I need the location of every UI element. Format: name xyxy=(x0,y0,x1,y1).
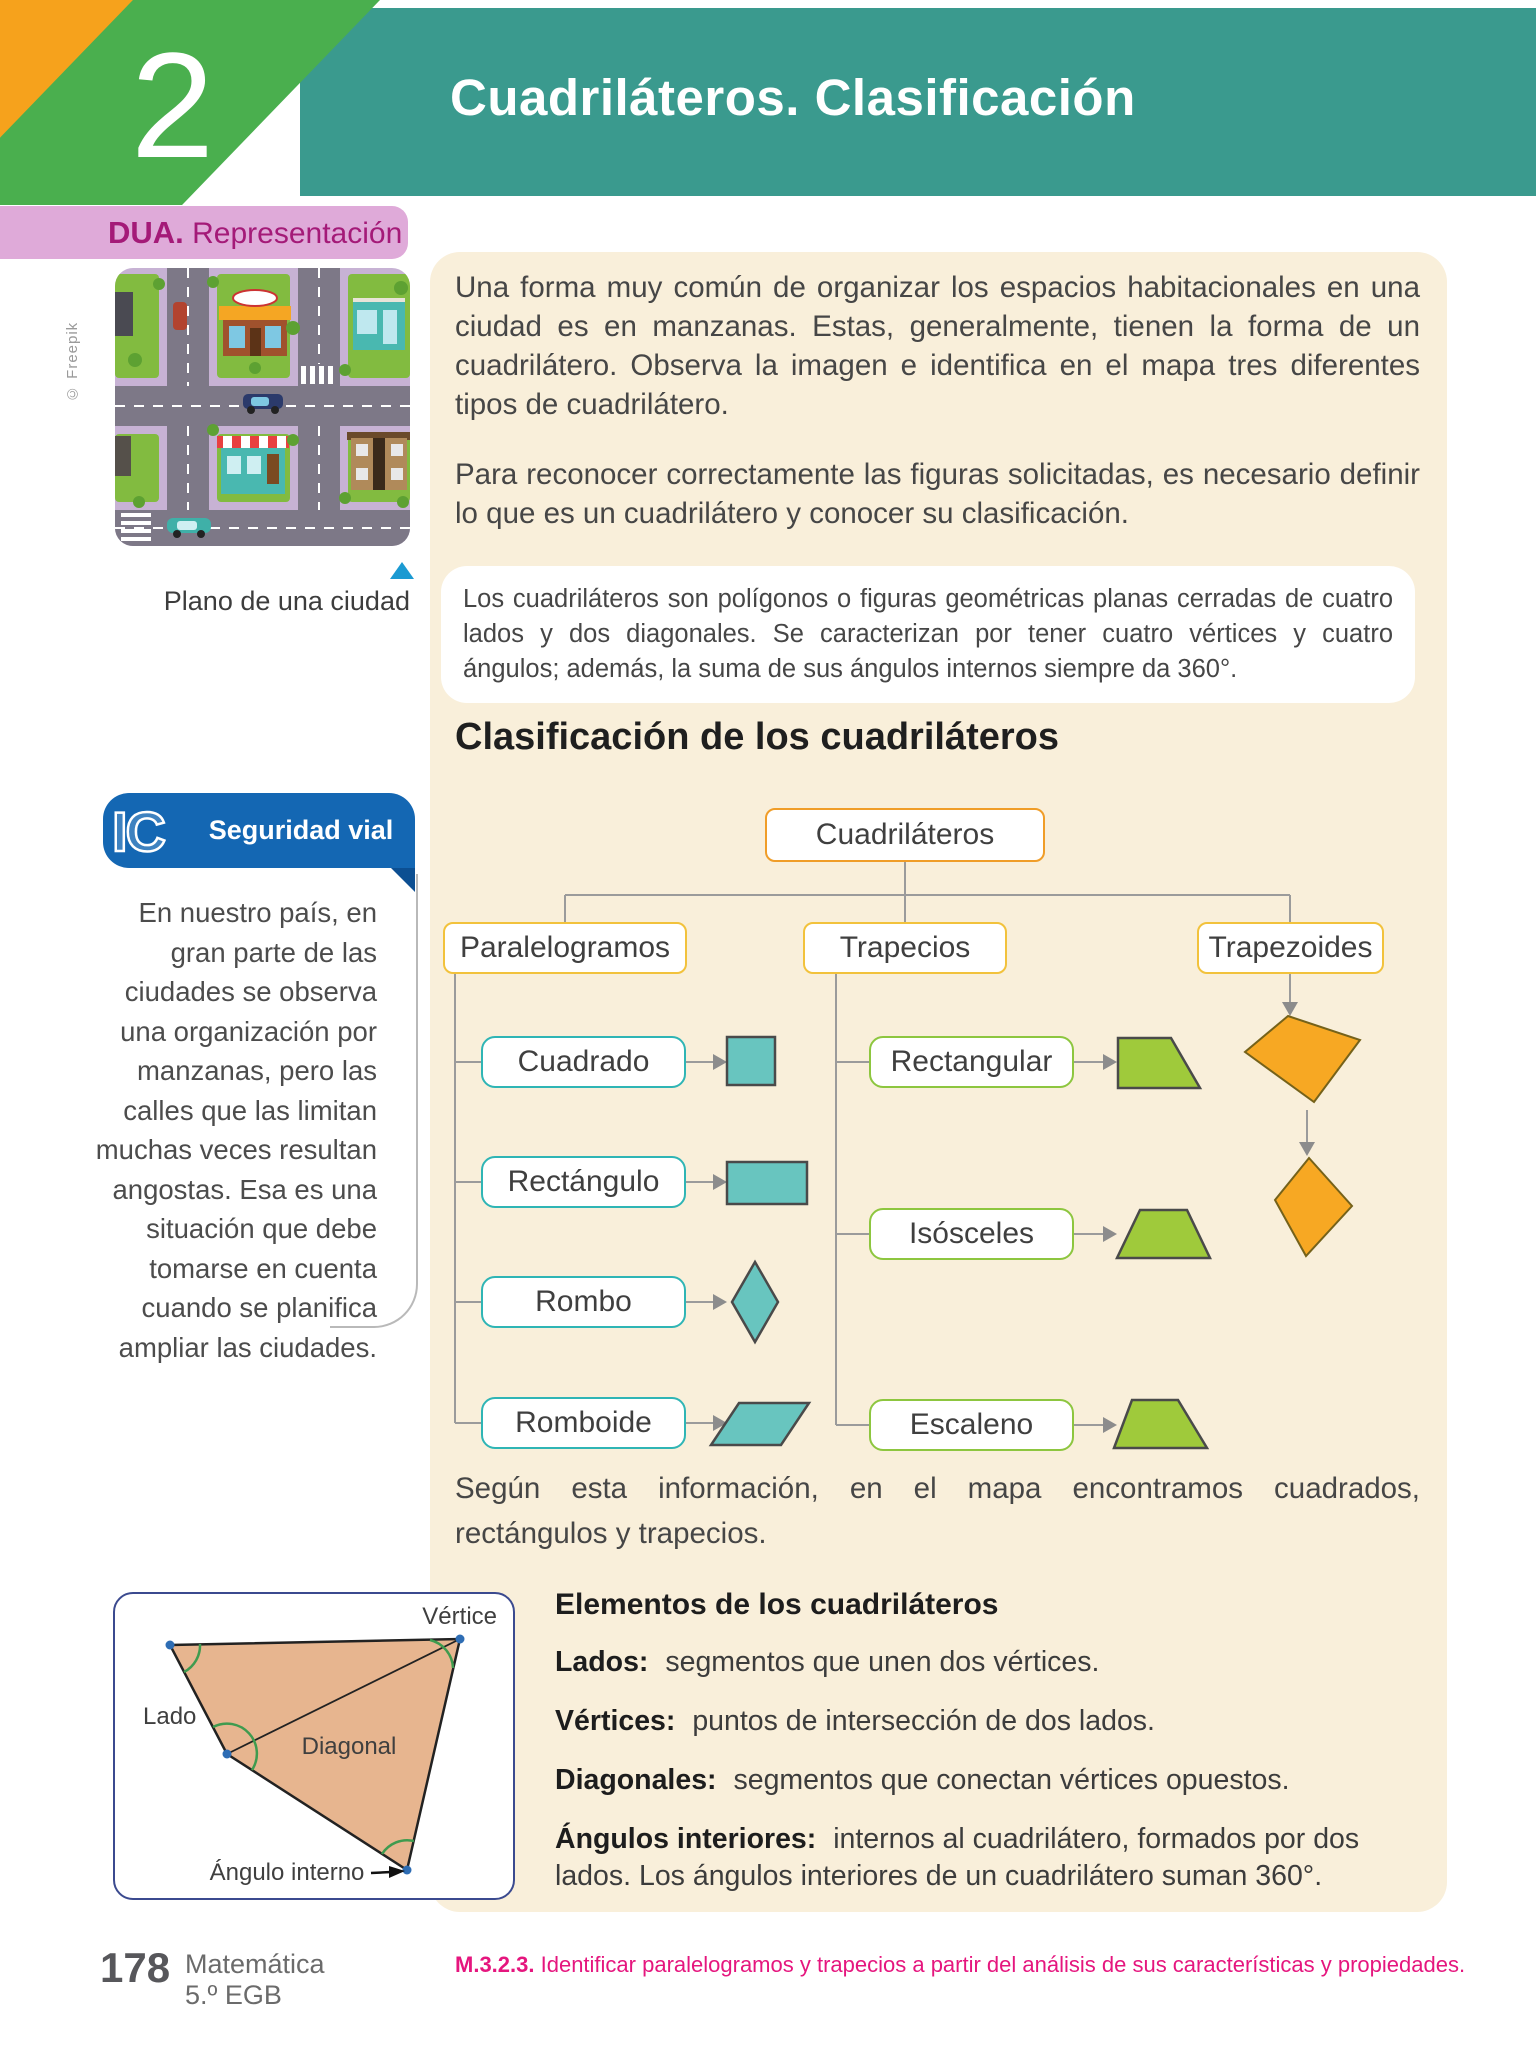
conclusion-line2: rectángulos y trapecios. xyxy=(455,1517,767,1550)
ic-logo-icon: IC xyxy=(112,800,164,863)
flowchart-node-isosceles: Isósceles xyxy=(869,1208,1074,1260)
section-heading: Clasificación de los cuadriláteros xyxy=(455,716,1059,758)
flowchart-node-escaleno: Escaleno xyxy=(869,1399,1074,1451)
seguridad-vial-title: Seguridad vial xyxy=(208,815,394,845)
flowchart-node-rectangular: Rectangular xyxy=(869,1036,1074,1088)
elements-section xyxy=(555,1588,1423,1895)
flowchart-node-cuadrado: Cuadrado xyxy=(481,1036,686,1088)
element-item-diagonales: Diagonales: segmentos que conectan vértices opuestos. xyxy=(555,1764,1290,1796)
flowchart-node-trapecios: Trapecios xyxy=(803,922,1007,974)
intro-paragraph-2: Para reconocer correctamente las figuras solicitadas, es necesario definir lo que es un cuadrilátero y conocer su clasificación. xyxy=(455,458,1420,530)
vertex-dot xyxy=(456,1635,465,1644)
intro-paragraph-1: Una forma muy común de organizar los espacios habitacionales en una ciudad es en manzanas. Estas, generalmente, tienen la forma de un cuadrilátero. Observa la imagen e identifica en el mapa tres diferentes tipos de cuadrilátero. xyxy=(455,271,1420,421)
arrow-icon xyxy=(713,1294,727,1310)
label-angulo-interno: Ángulo interno xyxy=(209,1859,365,1886)
rhombus-shape-icon xyxy=(732,1262,778,1342)
unit-number: 2 xyxy=(130,21,215,189)
element-item-lados: Lados: segmentos que unen dos vértices. xyxy=(555,1646,1100,1678)
rectangle-shape-icon xyxy=(727,1162,807,1204)
quadrilateral-diagram-box xyxy=(113,1592,515,1900)
square-shape-icon xyxy=(727,1037,775,1085)
elements-heading: Elementos de los cuadriláteros xyxy=(555,1588,999,1621)
element-item-vertices: Vértices: puntos de intersección de dos lados. xyxy=(555,1705,1155,1737)
arrow-down-icon xyxy=(1299,1142,1315,1156)
page-number: 178 xyxy=(100,1944,171,1991)
city-map-illustration xyxy=(115,268,410,546)
element-item-angulos: Ángulos interiores: internos al cuadrilátero, formados por dos lados. Los ángulos interiores de un cuadrilátero suman 360°. xyxy=(555,1823,1360,1892)
arrow-down-icon xyxy=(1282,1002,1298,1016)
standard-text: Identificar paralelogramos y trapecios a partir del análisis de sus características y propiedades. xyxy=(540,1952,1466,1977)
arrow-icon xyxy=(713,1054,727,1070)
seguridad-vial-text: En nuestro país, en gran parte de las ciudades se observa una organización por manzanas, pero las calles que las limitan muchas veces resultan angostas. Esa es una situación que debe tomarse en cuenta cuando se planifica ampliar las ciudades. xyxy=(95,897,377,1363)
arrow-icon xyxy=(1103,1226,1117,1242)
kite-shape-icon xyxy=(1275,1158,1352,1256)
isosceles-trapezoid-shape-icon xyxy=(1117,1210,1210,1258)
flowchart-node-romboide: Romboide xyxy=(481,1397,686,1449)
map-caption: Plano de una ciudad xyxy=(163,586,410,616)
arrow-icon xyxy=(1103,1054,1117,1070)
dua-badge-prefix: DUA. xyxy=(108,215,184,250)
scalene-trapezoid-shape-icon xyxy=(1114,1400,1207,1448)
definition-box: Los cuadriláteros son polígonos o figuras geométricas planas cerradas de cuatro lados y dos diagonales. Se caracterizan por tener cuatro vértices y cuatro ángulos; además, la suma de sus ángulos internos siempre da 360°. xyxy=(441,566,1415,703)
label-vertice: Vértice xyxy=(422,1603,497,1630)
label-lado: Lado xyxy=(143,1703,197,1730)
arrow-icon xyxy=(713,1174,727,1190)
city-map-image xyxy=(115,268,410,546)
bistro-building xyxy=(353,298,405,350)
vertex-dot xyxy=(166,1641,175,1650)
dua-badge xyxy=(0,206,408,259)
label-diagonal: Diagonal xyxy=(301,1733,397,1760)
rhomboid-shape-icon xyxy=(711,1403,809,1445)
curriculum-standard xyxy=(455,1952,1515,1978)
vertex-dot xyxy=(223,1750,232,1759)
flowchart-node-rombo: Rombo xyxy=(481,1276,686,1328)
flowchart-node-paralelogramos: Paralelogramos xyxy=(443,922,687,974)
caption-marker-icon xyxy=(390,562,414,579)
page-title: Cuadriláteros. Clasificación xyxy=(450,69,1136,126)
car-red xyxy=(173,302,187,330)
flowchart-canvas xyxy=(430,780,1447,1470)
flowchart-node-cuadrilateros: Cuadriláteros xyxy=(765,808,1045,862)
standard-code: M.3.2.3. xyxy=(455,1952,535,1977)
cafe2-building xyxy=(217,436,289,494)
dua-badge-label: Representación xyxy=(192,217,403,250)
quadrilateral-diagram xyxy=(115,1594,513,1898)
conclusion-paragraph xyxy=(455,1466,1420,1556)
course-label: Matemática 5.º EGB xyxy=(185,1949,325,2010)
right-trapezoid-shape-icon xyxy=(1118,1038,1200,1088)
flowchart-node-rectangulo: Rectángulo xyxy=(481,1156,686,1208)
vertex-dot xyxy=(403,1866,412,1875)
conclusion-line1: Según esta información, en el mapa encontramos cuadrados, xyxy=(455,1472,1420,1505)
photo-credit: © Freepik xyxy=(64,321,81,402)
flowchart-node-trapezoides: Trapezoides xyxy=(1197,922,1384,974)
irregular-quadrilateral-shape-icon xyxy=(1245,1016,1360,1102)
house-building xyxy=(347,432,410,490)
arrow-icon xyxy=(1103,1417,1117,1433)
